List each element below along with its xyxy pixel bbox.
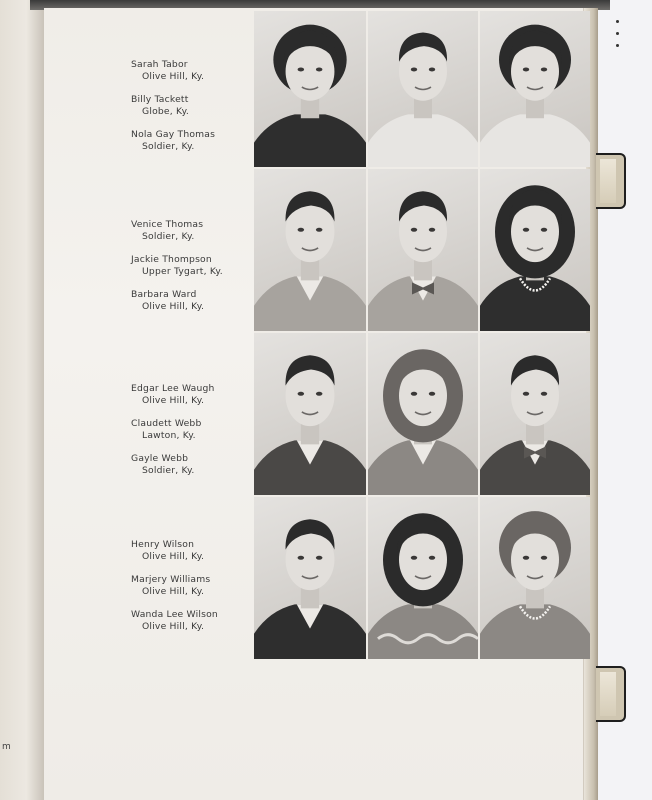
eye-shape (411, 68, 417, 72)
student-hometown: Soldier, Ky. (142, 230, 195, 242)
clothing-shape (480, 604, 590, 659)
student-caption (131, 574, 251, 597)
eye-shape (316, 68, 323, 72)
student-name: Sarah Tabor (131, 59, 188, 70)
student-hometown: Globe, Ky. (142, 105, 190, 117)
student-caption (131, 609, 251, 632)
student-name: Wanda Lee Wilson (131, 609, 218, 620)
page-tab (596, 153, 626, 209)
student-hometown: Olive Hill, Ky. (142, 394, 205, 406)
scanner-dot (616, 44, 619, 47)
student-caption (131, 539, 251, 562)
eye-shape (541, 228, 547, 232)
student-name: Barbara Ward (131, 289, 197, 300)
student-portrait-photo (368, 169, 478, 331)
scanner-dot (616, 32, 619, 35)
student-name: Marjery Williams (131, 574, 211, 585)
student-caption (131, 418, 251, 441)
caption-group-row-1 (131, 59, 251, 164)
left-page-edge (0, 0, 45, 800)
student-hometown: Lawton, Ky. (142, 429, 196, 441)
eye-shape (429, 556, 435, 560)
student-hometown: Olive Hill, Ky. (142, 300, 205, 312)
left-margin-mark: m (2, 742, 11, 752)
clothing-shape (254, 114, 366, 167)
student-portrait-photo (480, 333, 590, 495)
student-caption (131, 453, 251, 476)
student-hometown: Olive Hill, Ky. (142, 585, 205, 597)
eye-shape (429, 392, 435, 396)
student-name: Edgar Lee Waugh (131, 383, 215, 394)
clothing-shape (480, 276, 590, 331)
eye-shape (411, 556, 417, 560)
eye-shape (316, 228, 323, 232)
eye-shape (429, 228, 435, 232)
eye-shape (298, 392, 305, 396)
clothing-shape (480, 114, 590, 167)
caption-group-row-2 (131, 219, 251, 324)
student-portrait-photo (368, 11, 478, 167)
student-hometown: Olive Hill, Ky. (142, 620, 205, 632)
student-name: Nola Gay Thomas (131, 129, 216, 140)
eye-shape (523, 68, 529, 72)
eye-shape (298, 556, 305, 560)
student-caption (131, 129, 251, 152)
scanner-dot (616, 20, 619, 23)
student-hometown: Soldier, Ky. (142, 464, 195, 476)
student-portrait-photo (480, 497, 590, 659)
eye-shape (541, 392, 547, 396)
eye-shape (298, 228, 305, 232)
eye-shape (523, 556, 529, 560)
student-portrait-photo (368, 497, 478, 659)
student-portrait-photo (254, 333, 366, 495)
eye-shape (411, 392, 417, 396)
caption-group-row-3 (131, 383, 251, 488)
eye-shape (316, 392, 323, 396)
clothing-shape (368, 114, 478, 167)
student-hometown: Olive Hill, Ky. (142, 550, 205, 562)
eye-shape (541, 68, 547, 72)
student-hometown: Upper Tygart, Ky. (142, 265, 223, 277)
student-portrait-photo (254, 497, 366, 659)
eye-shape (429, 68, 435, 72)
student-name: Billy Tackett (131, 94, 189, 105)
student-hometown: Soldier, Ky. (142, 140, 195, 152)
student-name: Henry Wilson (131, 539, 195, 550)
student-caption (131, 254, 251, 277)
student-portrait-photo (480, 11, 590, 167)
clothing-shape (368, 604, 478, 659)
student-caption (131, 289, 251, 312)
portrait-grid (254, 11, 586, 657)
eye-shape (316, 556, 323, 560)
student-hometown: Olive Hill, Ky. (142, 70, 205, 82)
student-name: Jackie Thompson (131, 254, 212, 265)
student-portrait-photo (480, 169, 590, 331)
student-name: Gayle Webb (131, 453, 189, 464)
student-name: Venice Thomas (131, 219, 204, 230)
eye-shape (523, 392, 529, 396)
eye-shape (541, 556, 547, 560)
caption-group-row-4 (131, 539, 251, 644)
student-name: Claudett Webb (131, 418, 202, 429)
student-caption (131, 383, 251, 406)
student-caption (131, 94, 251, 117)
eye-shape (298, 68, 305, 72)
eye-shape (523, 228, 529, 232)
page-tab (596, 666, 626, 722)
student-caption (131, 59, 251, 82)
eye-shape (411, 228, 417, 232)
student-portrait-photo (368, 333, 478, 495)
student-portrait-photo (254, 11, 366, 167)
student-caption (131, 219, 251, 242)
student-portrait-photo (254, 169, 366, 331)
